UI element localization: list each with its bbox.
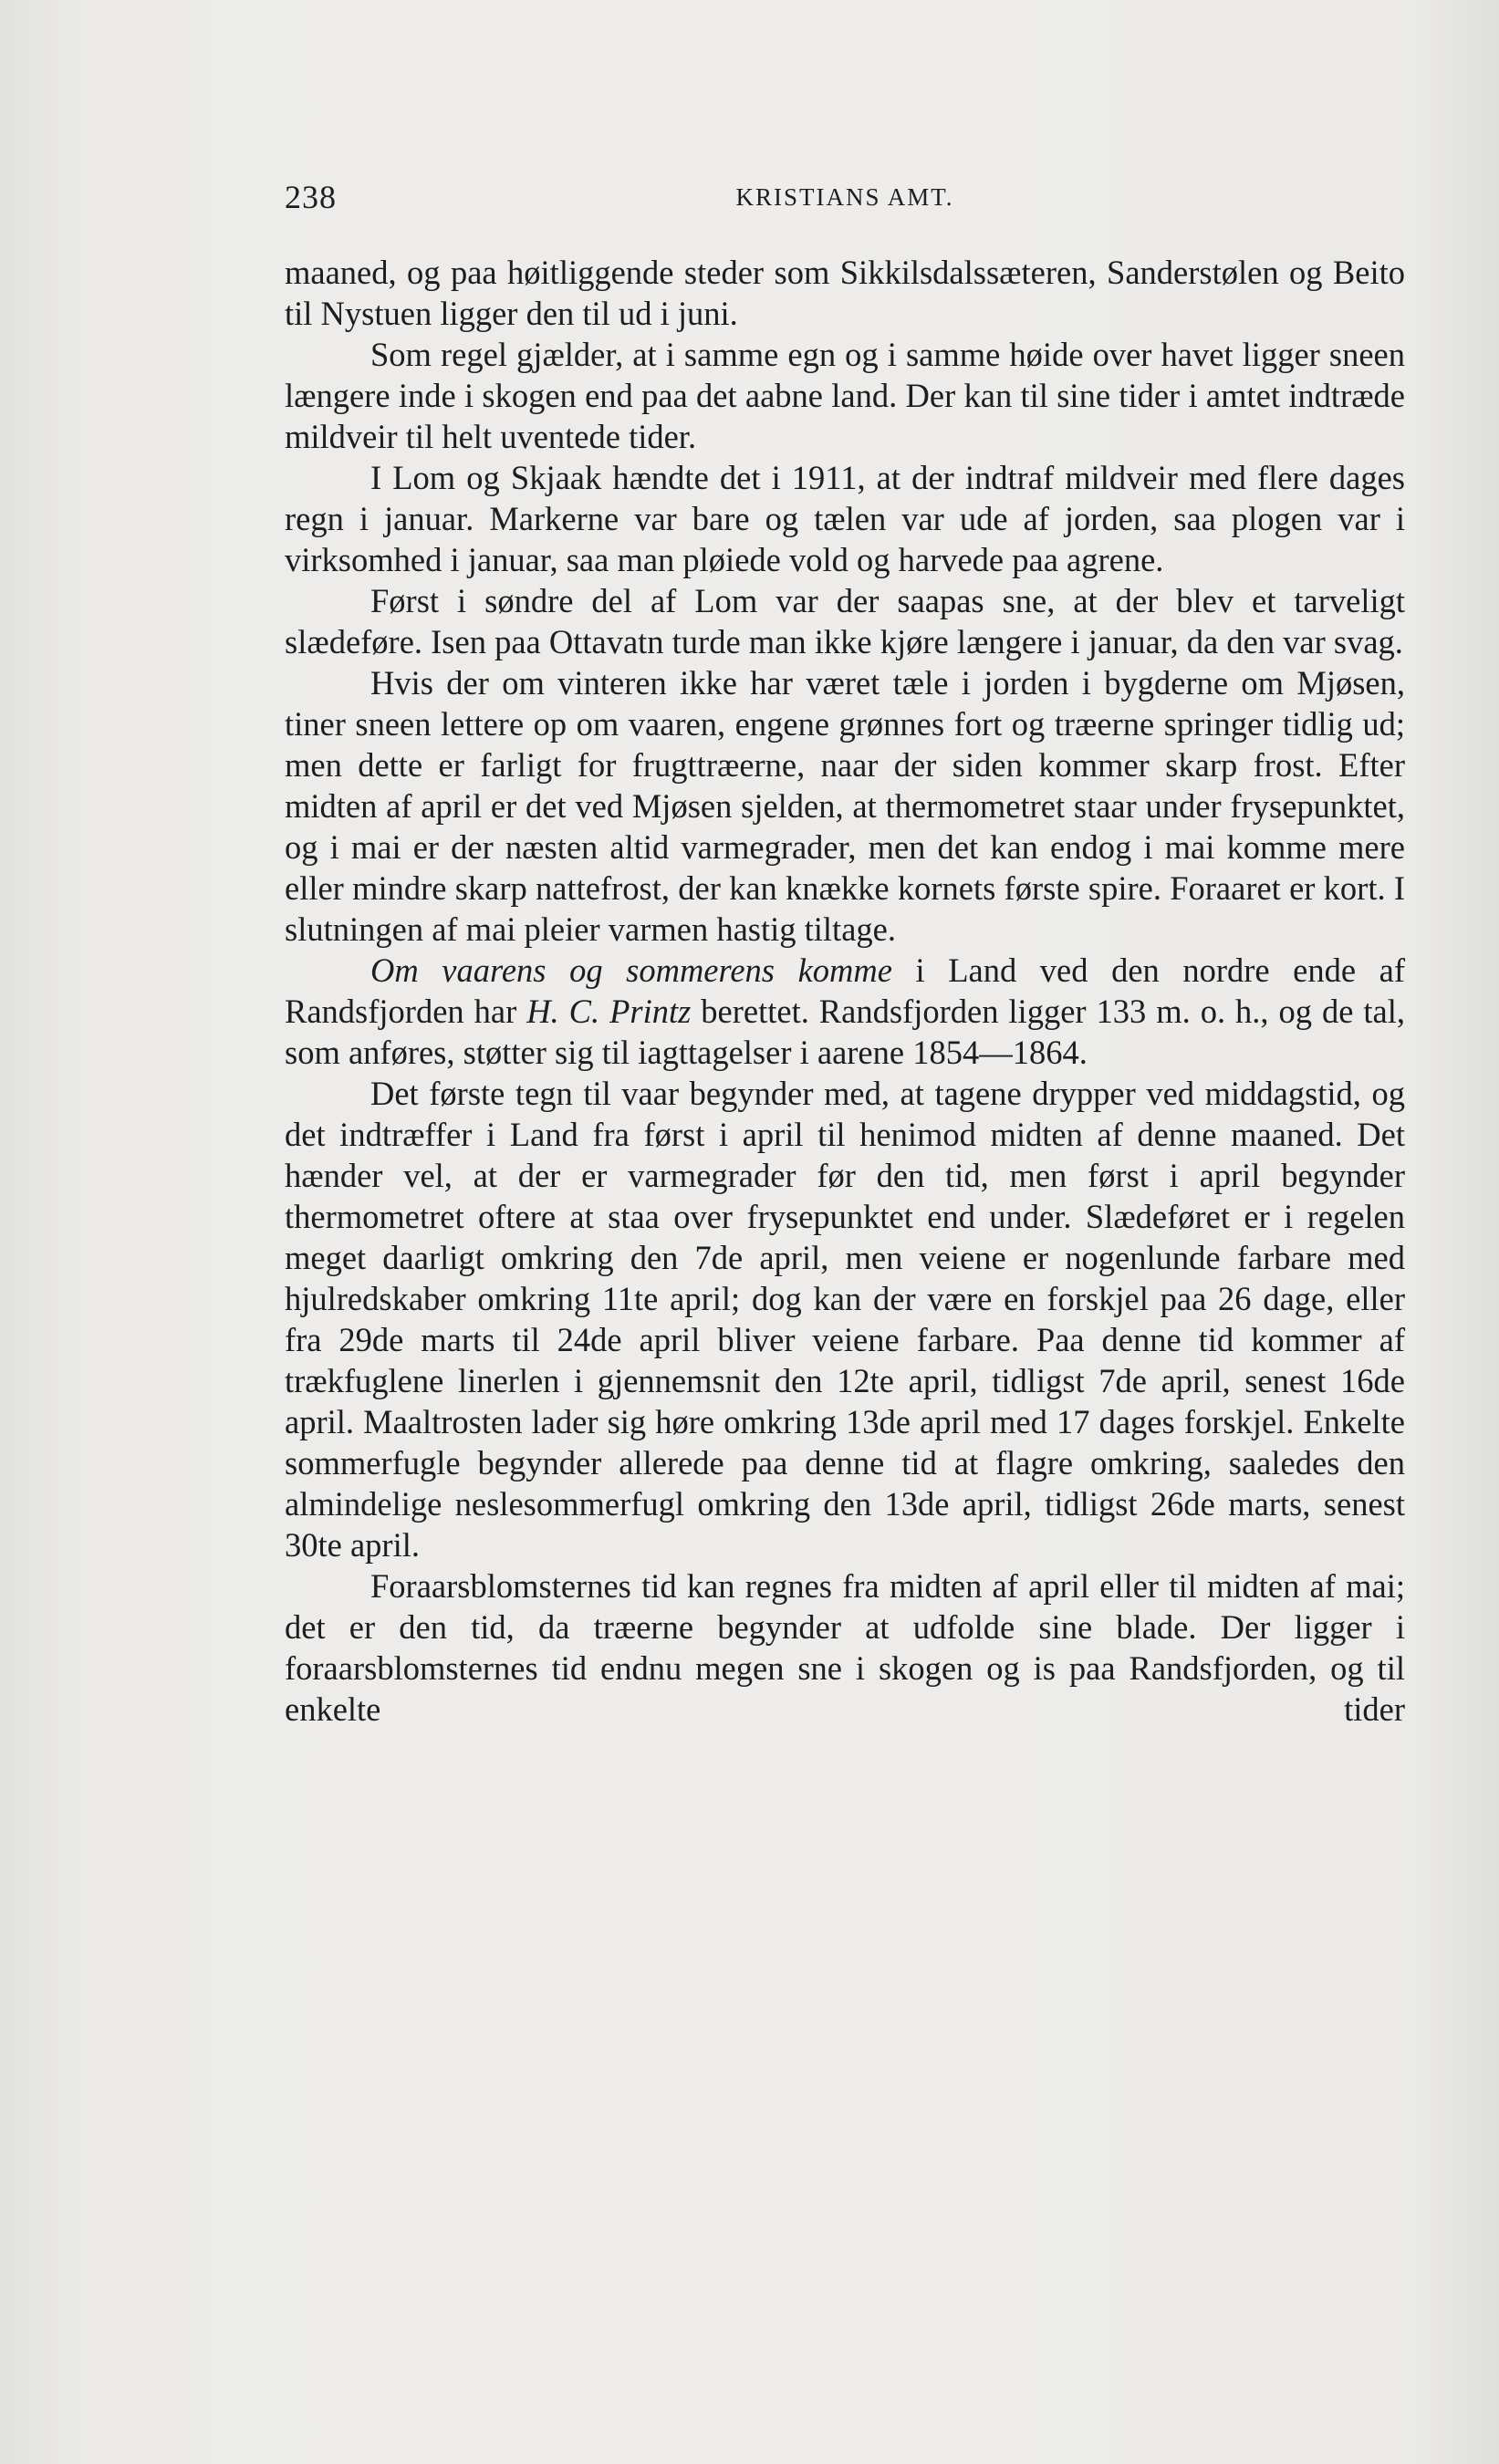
italic-lead-phrase: Om vaarens og sommerens komme: [370, 951, 892, 989]
paragraph-text-segment: i Land ved den nordre ende af Randsfjorden har: [285, 951, 1405, 1030]
paragraph-text-segment: berettet. Randsfjorden ligger 133 m. o. h., og de tal, som anføres, støtter sig til iagttagelser i aarene 1854—1864.: [285, 993, 1405, 1071]
running-head: KRISTIANS AMT.: [735, 183, 954, 211]
paragraph-continuation: maaned, og paa høitliggende steder som Sikkilsdalssæteren, Sanderstølen og Beito til Nystuen ligger den til ud i juni.: [285, 254, 1405, 332]
paragraph-mjosen: Hvis der om vinteren ikke har været tæle i jorden i bygderne om Mjøsen, tiner sneen lettere op om vaaren, engene grønnes fort og træerne springer tidlig ud; men dette er farligt for frugttræerne, naar der siden kommer skarp frost. Efter midten af april er det ved Mjøsen sjelden, at thermometret staar under frysepunktet, og i mai er der næsten altid varmegrader, men det kan endog i mai komme mere eller mindre skarp nattefrost, der kan knække kornets første spire. Foraaret er kort. I slutningen af mai pleier varmen hastig tiltage.: [285, 664, 1405, 948]
paragraph-lom-skjaak: I Lom og Skjaak hændte det i 1911, at der indtraf mildveir med flere dages regn i januar. Markerne var bare og tælen var ude af jorden, saa plogen var i virksomhed i januar, saa man pløiede vold og harvede paa agrene.: [285, 459, 1405, 578]
paragraph-spring-flowers: Foraarsblomsternes tid kan regnes fra midten af april eller til midten af mai; det er den tid, da træerne begynder at udfolde sine blade. Der ligger i foraarsblomsternes tid endnu megen sne i skogen og is paa Randsfjorden, og til enkelte tider: [285, 1567, 1405, 1728]
page-number: 238: [285, 179, 337, 215]
paragraph-sledge-road: Først i søndre del af Lom var der saapas sne, at der blev et tarveligt slædeføre. Isen paa Ottavatn turde man ikke kjøre længere i januar, da den var svag.: [285, 582, 1405, 660]
page-header: [285, 178, 1405, 222]
author-name: H. C. Printz: [526, 993, 692, 1030]
body-text: [285, 252, 1405, 1730]
paragraph-snow-rule: Som regel gjælder, at i samme egn og i samme høide over havet ligger sneen længere inde i skogen end paa det aabne land. Der kan til sine tider i amtet indtræde mildveir til helt uventede tider.: [285, 336, 1405, 455]
paragraph-randsfjorden: [285, 950, 1405, 1073]
paragraph-spring-signs: Det første tegn til vaar begynder med, at tagene drypper ved middagstid, og det indtræffer i Land fra først i april til henimod midten af denne maaned. Det hænder vel, at der er varmegrader før den tid, men først i april begynder thermometret oftere at staa over frysepunktet end under. Slædeføret er i regelen meget daarligt omkring den 7de april, men veiene er nogenlunde farbare med hjulredskaber omkring 11te april; dog kan der være en forskjel paa 26 dage, eller fra 29de marts til 24de april bliver veiene farbare. Paa denne tid kommer af trækfuglene linerlen i gjennemsnit den 12te april, tidligst 7de april, senest 16de april. Maaltrosten lader sig høre omkring 13de april med 17 dages forskjel. Enkelte sommerfugle begynder allerede paa denne tid at flagre omkring, saaledes den almindelige neslesommerfugl omkring den 13de april, tidligst 26de marts, senest 30te april.: [285, 1075, 1405, 1564]
